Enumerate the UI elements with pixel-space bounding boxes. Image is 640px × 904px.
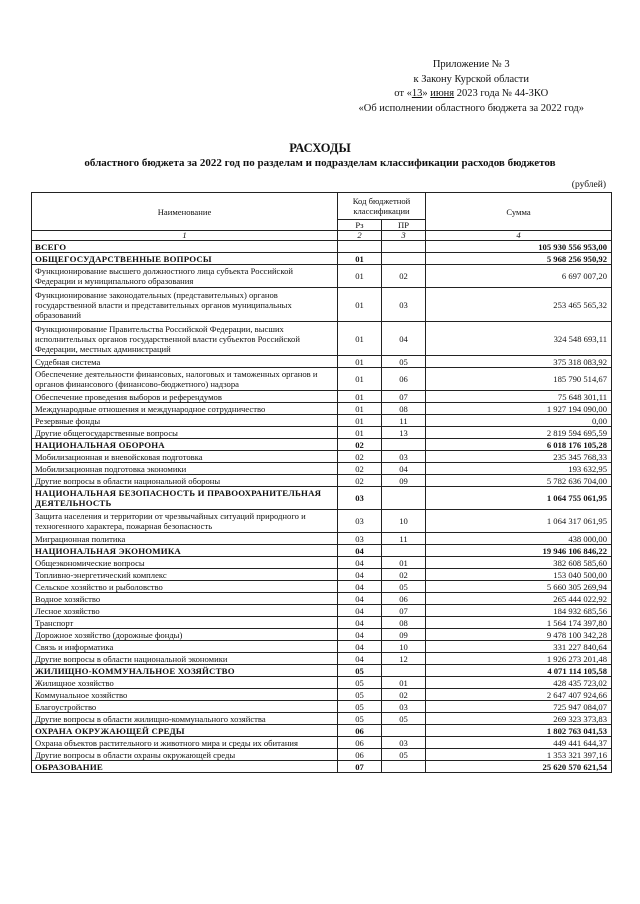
row-name: Связь и информатика xyxy=(32,641,338,653)
row-rz: 01 xyxy=(338,403,382,415)
row-name: ОБРАЗОВАНИЕ xyxy=(32,761,338,773)
row-rz: 04 xyxy=(338,617,382,629)
row-pr: 02 xyxy=(382,569,426,581)
row-sum: 5 968 256 950,92 xyxy=(426,253,612,265)
row-rz: 04 xyxy=(338,581,382,593)
row-pr: 09 xyxy=(382,475,426,487)
expenses-table xyxy=(31,192,612,773)
index-cell: 4 xyxy=(426,231,612,241)
table-row xyxy=(32,439,612,451)
row-sum: 193 632,95 xyxy=(426,463,612,475)
header-sum: Сумма xyxy=(426,193,612,231)
table-row xyxy=(32,569,612,581)
appendix-month: июня xyxy=(430,88,455,99)
row-sum: 75 648 301,11 xyxy=(426,391,612,403)
row-name: Миграционная политика xyxy=(32,533,338,545)
row-name: ВСЕГО xyxy=(32,241,338,253)
table-row xyxy=(32,487,612,510)
row-name: ЖИЛИЩНО-КОММУНАЛЬНОЕ ХОЗЯЙСТВО xyxy=(32,665,338,677)
row-rz: 01 xyxy=(338,391,382,403)
row-pr: 01 xyxy=(382,557,426,569)
appendix-date-prefix: от « xyxy=(394,88,412,99)
table-row xyxy=(32,533,612,545)
row-rz: 04 xyxy=(338,557,382,569)
row-name: Сельское хозяйство и рыболовство xyxy=(32,581,338,593)
row-pr xyxy=(382,665,426,677)
header-pr: ПР xyxy=(382,220,426,231)
row-sum: 1 926 273 201,48 xyxy=(426,653,612,665)
row-rz: 01 xyxy=(338,356,382,368)
row-rz: 02 xyxy=(338,475,382,487)
row-pr: 05 xyxy=(382,356,426,368)
row-pr: 05 xyxy=(382,749,426,761)
row-rz: 05 xyxy=(338,701,382,713)
row-sum: 253 465 565,32 xyxy=(426,288,612,322)
row-name: НАЦИОНАЛЬНАЯ ЭКОНОМИКА xyxy=(32,545,338,557)
document-title xyxy=(0,140,640,171)
row-sum: 1 802 763 041,53 xyxy=(426,725,612,737)
row-rz: 01 xyxy=(338,253,382,265)
row-pr: 03 xyxy=(382,288,426,322)
row-pr: 11 xyxy=(382,415,426,427)
row-sum: 153 040 500,00 xyxy=(426,569,612,581)
row-rz: 02 xyxy=(338,439,382,451)
table-row xyxy=(32,415,612,427)
table-row xyxy=(32,463,612,475)
row-pr xyxy=(382,761,426,773)
row-rz: 05 xyxy=(338,677,382,689)
row-sum: 235 345 768,33 xyxy=(426,451,612,463)
table-row xyxy=(32,761,612,773)
row-pr xyxy=(382,439,426,451)
appendix-line-2: к Закону Курской области xyxy=(413,73,529,85)
table-row xyxy=(32,689,612,701)
table-row xyxy=(32,451,612,463)
row-rz: 01 xyxy=(338,322,382,356)
row-sum: 19 946 106 846,22 xyxy=(426,545,612,557)
row-pr: 05 xyxy=(382,713,426,725)
table-row xyxy=(32,617,612,629)
row-pr: 02 xyxy=(382,265,426,288)
row-name: Другие вопросы в области национальной обороны xyxy=(32,475,338,487)
row-sum: 428 435 723,02 xyxy=(426,677,612,689)
table-row xyxy=(32,510,612,533)
row-rz: 05 xyxy=(338,665,382,677)
row-pr: 05 xyxy=(382,581,426,593)
table-row xyxy=(32,629,612,641)
row-sum: 0,00 xyxy=(426,415,612,427)
table-row xyxy=(32,356,612,368)
table-row xyxy=(32,737,612,749)
row-rz: 01 xyxy=(338,368,382,391)
table-row xyxy=(32,665,612,677)
table-row xyxy=(32,241,612,253)
table-row xyxy=(32,677,612,689)
row-name: Функционирование высшего должностного лица субъекта Российской Федерации и муниципального образования xyxy=(32,265,338,288)
row-pr: 04 xyxy=(382,463,426,475)
row-sum: 105 930 556 953,00 xyxy=(426,241,612,253)
row-name: Обеспечение проведения выборов и референдумов xyxy=(32,391,338,403)
row-pr: 09 xyxy=(382,629,426,641)
row-name: Благоустройство xyxy=(32,701,338,713)
row-pr xyxy=(382,487,426,510)
header-rz: Рз xyxy=(338,220,382,231)
row-name: Лесное хозяйство xyxy=(32,605,338,617)
appendix-line-4: «Об исполнении областного бюджета за 2022 год» xyxy=(358,102,584,114)
table-row xyxy=(32,322,612,356)
index-cell: 3 xyxy=(382,231,426,241)
row-sum: 5 782 636 704,00 xyxy=(426,475,612,487)
row-name: Другие общегосударственные вопросы xyxy=(32,427,338,439)
row-sum: 438 000,00 xyxy=(426,533,612,545)
row-name: НАЦИОНАЛЬНАЯ ОБОРОНА xyxy=(32,439,338,451)
row-pr: 08 xyxy=(382,403,426,415)
appendix-date-mid: » xyxy=(422,88,431,99)
header-name: Наименование xyxy=(32,193,338,231)
header-code-group: Код бюджетной классификации xyxy=(338,193,426,220)
row-rz: 04 xyxy=(338,545,382,557)
row-rz xyxy=(338,241,382,253)
row-name: Коммунальное хозяйство xyxy=(32,689,338,701)
appendix-line-3 xyxy=(359,87,585,102)
table-row xyxy=(32,475,612,487)
table-row xyxy=(32,265,612,288)
row-pr xyxy=(382,241,426,253)
row-rz: 02 xyxy=(338,463,382,475)
row-pr: 03 xyxy=(382,451,426,463)
row-rz: 03 xyxy=(338,533,382,545)
row-pr: 04 xyxy=(382,322,426,356)
table-row xyxy=(32,749,612,761)
row-sum: 375 318 083,92 xyxy=(426,356,612,368)
title-sub: областного бюджета за 2022 год по разделам и подразделам классификации расходов бюджетов xyxy=(84,157,556,169)
appendix-year: 2023 года № xyxy=(454,88,515,99)
row-sum: 449 441 644,37 xyxy=(426,737,612,749)
row-pr: 02 xyxy=(382,689,426,701)
row-rz: 06 xyxy=(338,749,382,761)
row-sum: 1 064 317 061,95 xyxy=(426,510,612,533)
row-pr: 03 xyxy=(382,737,426,749)
row-sum: 725 947 084,07 xyxy=(426,701,612,713)
row-pr: 12 xyxy=(382,653,426,665)
table-row xyxy=(32,725,612,737)
row-pr: 11 xyxy=(382,533,426,545)
row-name: Мобилизационная и вневойсковая подготовка xyxy=(32,451,338,463)
row-name: Жилищное хозяйство xyxy=(32,677,338,689)
row-rz: 04 xyxy=(338,593,382,605)
table-row xyxy=(32,581,612,593)
row-name: Транспорт xyxy=(32,617,338,629)
row-rz: 07 xyxy=(338,761,382,773)
row-pr xyxy=(382,725,426,737)
index-cell: 1 xyxy=(32,231,338,241)
row-pr: 06 xyxy=(382,593,426,605)
row-pr: 03 xyxy=(382,701,426,713)
row-name: ОХРАНА ОКРУЖАЮЩЕЙ СРЕДЫ xyxy=(32,725,338,737)
row-name: Дорожное хозяйство (дорожные фонды) xyxy=(32,629,338,641)
header-row-1 xyxy=(32,193,612,220)
row-sum: 265 444 022,92 xyxy=(426,593,612,605)
table-row xyxy=(32,253,612,265)
row-name: Другие вопросы в области национальной экономики xyxy=(32,653,338,665)
table-row xyxy=(32,427,612,439)
table-row xyxy=(32,557,612,569)
row-sum: 2 647 407 924,66 xyxy=(426,689,612,701)
row-sum: 324 548 693,11 xyxy=(426,322,612,356)
row-name: Обеспечение деятельности финансовых, налоговых и таможенных органов и органов финансового (финансово-бюджетного) надзора xyxy=(32,368,338,391)
row-sum: 1 353 321 397,16 xyxy=(426,749,612,761)
row-sum: 9 478 100 342,28 xyxy=(426,629,612,641)
row-rz: 06 xyxy=(338,737,382,749)
table-row xyxy=(32,288,612,322)
table-row xyxy=(32,605,612,617)
row-rz: 01 xyxy=(338,288,382,322)
row-pr: 10 xyxy=(382,510,426,533)
row-sum: 1 564 174 397,80 xyxy=(426,617,612,629)
row-sum: 4 071 114 105,58 xyxy=(426,665,612,677)
row-name: ОБЩЕГОСУДАРСТВЕННЫЕ ВОПРОСЫ xyxy=(32,253,338,265)
row-rz: 03 xyxy=(338,487,382,510)
row-rz: 04 xyxy=(338,641,382,653)
row-pr xyxy=(382,545,426,557)
row-sum: 6 018 176 105,28 xyxy=(426,439,612,451)
appendix-law-number: 44-ЗКО xyxy=(514,88,549,99)
row-rz: 04 xyxy=(338,605,382,617)
row-rz: 05 xyxy=(338,689,382,701)
unit-label: (рублей) xyxy=(571,180,606,190)
appendix-block xyxy=(359,58,585,116)
row-name: Топливно-энергетический комплекс xyxy=(32,569,338,581)
row-pr: 13 xyxy=(382,427,426,439)
row-sum: 5 660 305 269,94 xyxy=(426,581,612,593)
appendix-line-1: Приложение № 3 xyxy=(432,59,510,70)
row-sum: 185 790 514,67 xyxy=(426,368,612,391)
index-cell: 2 xyxy=(338,231,382,241)
row-pr: 07 xyxy=(382,391,426,403)
appendix-day: 13 xyxy=(411,88,423,99)
row-name: Функционирование законодательных (представительных) органов государственной власти и представительных органов муниципальных образований xyxy=(32,288,338,322)
row-pr: 07 xyxy=(382,605,426,617)
row-name: Другие вопросы в области жилищно-коммунального хозяйства xyxy=(32,713,338,725)
table-row xyxy=(32,368,612,391)
row-sum: 25 620 570 621,54 xyxy=(426,761,612,773)
row-rz: 04 xyxy=(338,629,382,641)
row-sum: 6 697 007,20 xyxy=(426,265,612,288)
row-rz: 06 xyxy=(338,725,382,737)
table-row xyxy=(32,641,612,653)
row-sum: 382 608 585,60 xyxy=(426,557,612,569)
row-rz: 04 xyxy=(338,653,382,665)
title-main: РАСХОДЫ xyxy=(289,141,351,155)
row-rz: 01 xyxy=(338,265,382,288)
row-name: Другие вопросы в области охраны окружающей среды xyxy=(32,749,338,761)
row-name: Функционирование Правительства Российской Федерации, высших исполнительных органов государственной власти субъектов Российской Федерации, местных администраций xyxy=(32,322,338,356)
row-name: Водное хозяйство xyxy=(32,593,338,605)
row-rz: 04 xyxy=(338,569,382,581)
row-sum: 1 064 755 061,95 xyxy=(426,487,612,510)
row-sum: 269 323 373,83 xyxy=(426,713,612,725)
row-rz: 02 xyxy=(338,451,382,463)
row-rz: 03 xyxy=(338,510,382,533)
row-name: Судебная система xyxy=(32,356,338,368)
table-row xyxy=(32,545,612,557)
row-name: Резервные фонды xyxy=(32,415,338,427)
row-sum: 184 932 685,56 xyxy=(426,605,612,617)
row-sum: 331 227 840,64 xyxy=(426,641,612,653)
row-rz: 01 xyxy=(338,415,382,427)
index-row xyxy=(32,231,612,241)
row-pr: 10 xyxy=(382,641,426,653)
table-row xyxy=(32,653,612,665)
row-pr: 01 xyxy=(382,677,426,689)
row-pr xyxy=(382,253,426,265)
row-rz: 01 xyxy=(338,427,382,439)
row-name: Общеэкономические вопросы xyxy=(32,557,338,569)
table-row xyxy=(32,403,612,415)
table-row xyxy=(32,593,612,605)
table-row xyxy=(32,713,612,725)
row-sum: 1 927 194 090,00 xyxy=(426,403,612,415)
row-rz: 05 xyxy=(338,713,382,725)
row-name: Международные отношения и международное сотрудничество xyxy=(32,403,338,415)
row-name: Защита населения и территории от чрезвычайных ситуаций природного и техногенного характера, пожарная безопасность xyxy=(32,510,338,533)
row-pr: 06 xyxy=(382,368,426,391)
row-sum: 2 819 594 695,59 xyxy=(426,427,612,439)
row-name: Мобилизационная подготовка экономики xyxy=(32,463,338,475)
table-row xyxy=(32,391,612,403)
row-pr: 08 xyxy=(382,617,426,629)
table-row xyxy=(32,701,612,713)
row-name: НАЦИОНАЛЬНАЯ БЕЗОПАСНОСТЬ И ПРАВООХРАНИТЕЛЬНАЯ ДЕЯТЕЛЬНОСТЬ xyxy=(32,487,338,510)
row-name: Охрана объектов растительного и животного мира и среды их обитания xyxy=(32,737,338,749)
